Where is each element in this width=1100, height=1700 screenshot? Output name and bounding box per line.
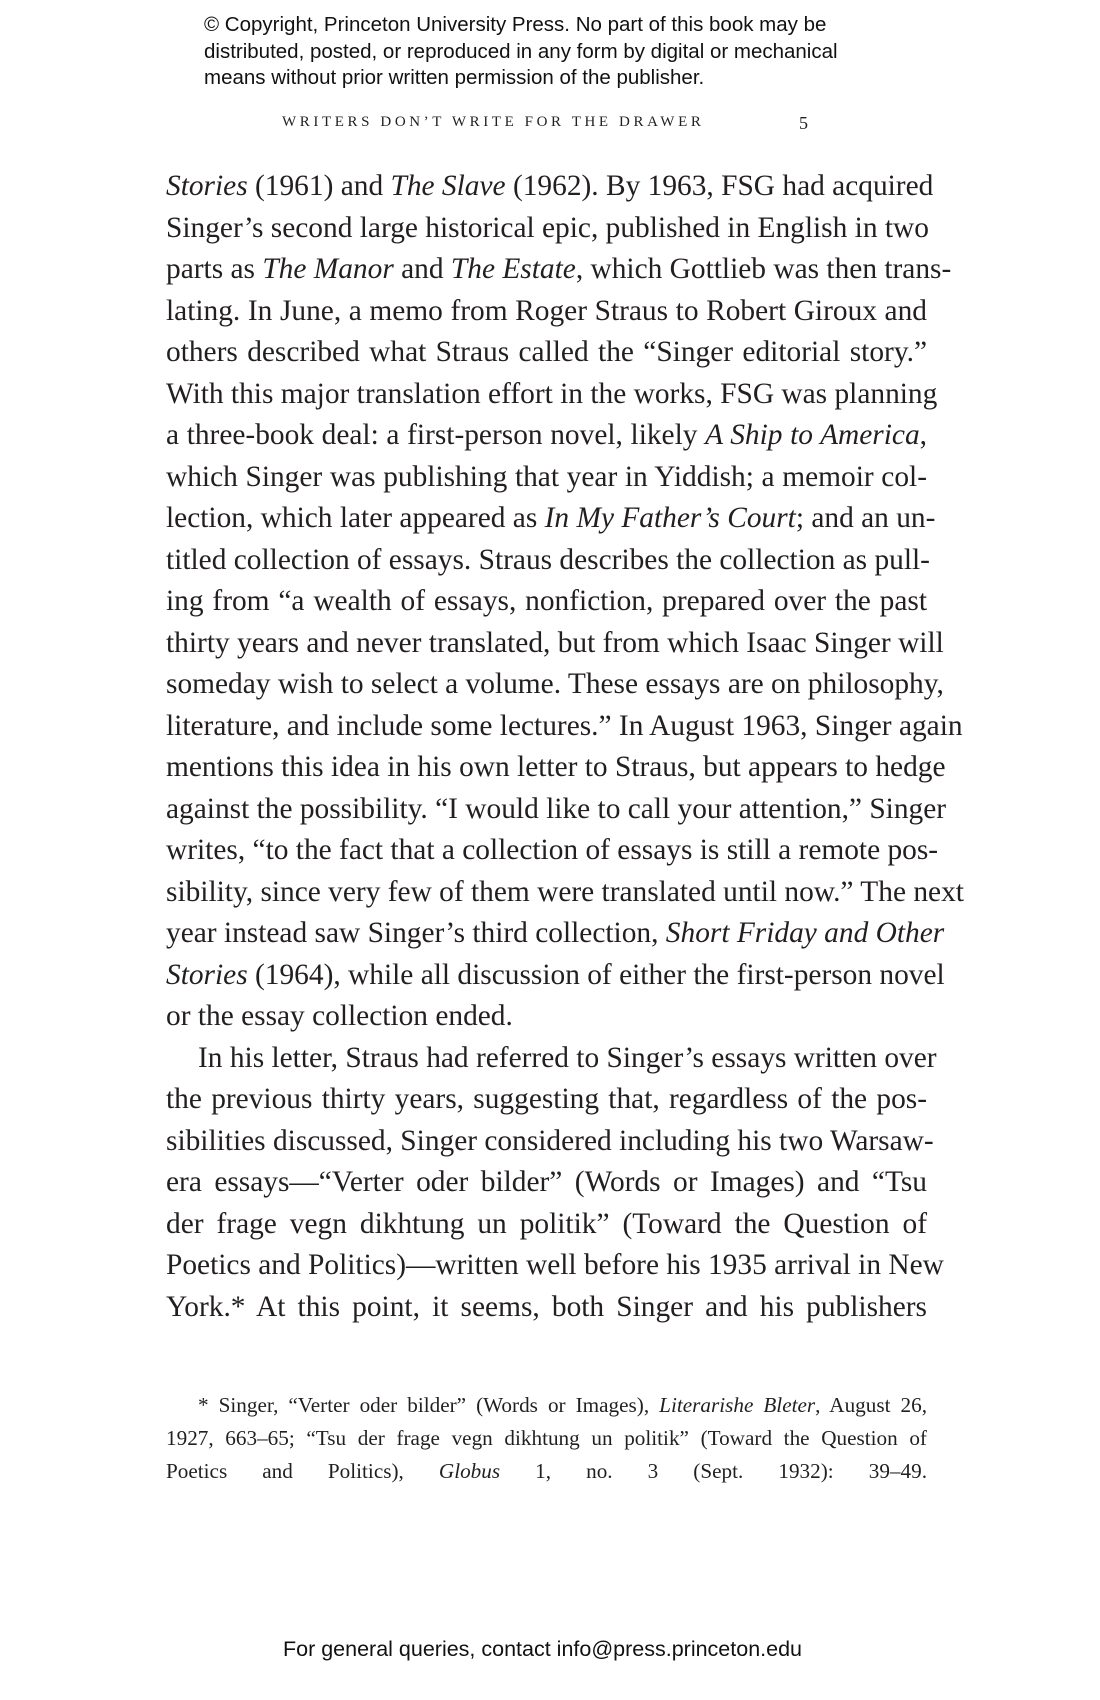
book-title: The Manor — [262, 253, 394, 285]
text-line: thirty years and never translated, but from which Isaac Singer will — [166, 626, 944, 659]
book-title: Short Friday and Other — [665, 917, 945, 949]
text-run: , August 26, — [815, 1393, 928, 1417]
text-line: der frage vegn dikhtung un politik” (Toward the Question of — [166, 1207, 927, 1240]
book-title: In My Father’s Court — [544, 502, 796, 534]
text-line: literature, and include some lectures.” In August 1963, Singer again — [166, 709, 963, 742]
book-title: Stories — [166, 170, 248, 202]
text-line: era essays—“Verter oder bilder” (Words or Images) and “Tsu — [166, 1166, 927, 1198]
text-run: and — [393, 253, 451, 285]
text-line: ing from “a wealth of essays, nonfiction, prepared over the past — [166, 585, 927, 617]
text-line — [166, 166, 934, 208]
text-line: which Singer was publishing that year in Yiddish; a memoir col- — [166, 460, 927, 493]
footnote — [166, 1389, 927, 1488]
text-run: , which Gottlieb was then trans- — [575, 253, 952, 285]
copyright-line: distributed, posted, or reproduced in any form by digital or mechanical — [204, 39, 838, 63]
text-line — [166, 498, 936, 540]
text-run: a three-book deal: a first-person novel, likely — [166, 419, 706, 451]
text-run: (1964), while all discussion of either the first-person novel — [247, 958, 945, 991]
text-run: ; and an un- — [795, 502, 936, 534]
book-title: The Slave — [390, 170, 506, 202]
text-run: (1961) and — [247, 170, 391, 202]
text-line — [166, 249, 952, 291]
text-line: York.* At this point, it seems, both Singer and his publishers — [166, 1290, 927, 1323]
text-run: 1, no. 3 (Sept. 1932): 39–49. — [500, 1459, 927, 1483]
text-line: Poetics and Politics)—written well before his 1935 arrival in New — [166, 1249, 944, 1281]
text-line: sibility, since very few of them were translated until now.” The next — [166, 875, 964, 908]
footer-contact: For general queries, contact info@press.princeton.edu — [283, 1637, 803, 1661]
text-line: titled collection of essays. Straus describes the collection as pull- — [166, 543, 930, 576]
copyright-notice — [204, 12, 964, 92]
book-title: A Ship to America — [705, 419, 920, 451]
text-run: , — [919, 419, 927, 451]
text-line: the previous thirty years, suggesting that, regardless of the pos- — [166, 1083, 927, 1115]
footnote-line — [166, 1389, 927, 1422]
text-line: mentions this idea in his own letter to Straus, but appears to hedge — [166, 751, 946, 783]
text-line: writes, “to the fact that a collection of essays is still a remote pos- — [166, 834, 939, 866]
text-line — [166, 913, 945, 955]
text-run: Poetics and Politics), — [166, 1459, 439, 1483]
page-number: 5 — [799, 113, 808, 133]
text-run: year instead saw Singer’s third collection, — [166, 917, 666, 949]
text-line: or the essay collection ended. — [166, 1000, 513, 1032]
text-line: others described what Straus called the “Singer editorial story.” — [166, 336, 927, 368]
book-title: Stories — [166, 958, 248, 991]
text-run: * Singer, “Verter oder bilder” (Words or Images), — [198, 1393, 660, 1417]
text-line — [166, 415, 927, 457]
running-head-title: WRITERS DON’T WRITE FOR THE DRAWER — [282, 114, 705, 130]
text-line: With this major translation effort in the works, FSG was planning — [166, 377, 938, 410]
body-text — [166, 166, 964, 1328]
footnote-line — [166, 1455, 927, 1488]
journal-title: Literarishe Bleter — [659, 1393, 816, 1417]
text-line — [166, 955, 945, 997]
footnote-line: 1927, 663–65; “Tsu der frage vegn dikhtung un politik” (Toward the Question of — [166, 1426, 927, 1450]
text-run: (1962). By 1963, FSG had acquired — [505, 170, 934, 202]
text-line: against the possibility. “I would like to call your attention,” Singer — [166, 792, 947, 825]
text-run: parts as — [166, 253, 263, 285]
book-title: The Estate — [450, 253, 576, 285]
copyright-line: © Copyright, Princeton University Press. No part of this book may be — [204, 13, 827, 36]
text-line: someday wish to select a volume. These essays are on philosophy, — [166, 668, 944, 700]
journal-title: Globus — [438, 1459, 501, 1483]
text-line: lating. In June, a memo from Roger Straus to Robert Giroux and — [166, 294, 927, 327]
text-line: In his letter, Straus had referred to Singer’s essays written over — [198, 1041, 937, 1074]
text-run: lection, which later appeared as — [166, 502, 545, 534]
text-line: Singer’s second large historical epic, published in English in two — [166, 211, 929, 244]
text-line: sibilities discussed, Singer considered including his two Warsaw- — [166, 1124, 934, 1157]
copyright-line: means without prior written permission of the publisher. — [204, 66, 705, 89]
